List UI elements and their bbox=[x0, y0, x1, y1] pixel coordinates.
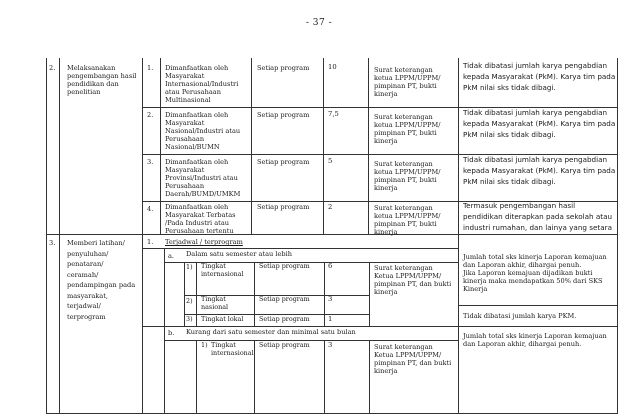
line-number: 2) bbox=[186, 297, 193, 305]
line-number: 1) bbox=[201, 341, 208, 349]
item-title: Terjadwal / terprogram bbox=[165, 238, 243, 246]
evaluation-table bbox=[46, 58, 618, 413]
item-number: 1. bbox=[147, 238, 154, 246]
evidence-cell: Surat keterangan ketua LPPM/UPPM/ pimpinan PT, bukti kinerja bbox=[374, 113, 441, 146]
page-number: - 37 - bbox=[305, 18, 333, 28]
unit-cell: Setiap program bbox=[259, 262, 310, 270]
unit-cell: Setiap program bbox=[257, 111, 310, 119]
row-number: 3. bbox=[49, 239, 56, 247]
item-number: 1. bbox=[147, 64, 154, 72]
remark-cell: Jumlah total sks kinerja Laporan kemajuan dan Laporan akhir, dihargai penuh. Jika Laporan kemajuan dijadikan bukti kinerja maka mendapatkan 50% dari SKS Kinerja bbox=[463, 253, 607, 294]
credit-value: 1 bbox=[328, 315, 333, 323]
item-description: Dimanfaatkan oleh Masyarakat Nasional/Industri atau Perusahaan Nasional/BUMN bbox=[165, 111, 241, 152]
item-number: 3. bbox=[147, 158, 154, 166]
credit-value: 6 bbox=[328, 262, 333, 270]
sub-title: Kurang dari satu semester dan minimal satu bulan bbox=[186, 328, 356, 336]
item-description: Dimanfaatkan oleh Masyarakat Terbatas /Pada Industri atau Perusahaan tertentu bbox=[165, 203, 236, 236]
credit-value: 10 bbox=[328, 63, 337, 71]
remark-cell: Jumlah total sks kinerja Laporan kemajuan dan Laporan akhir, dihargai penuh. bbox=[463, 332, 607, 349]
item-number: 2. bbox=[147, 111, 154, 119]
item-description: Dimanfaatkan oleh Masyarakat Internasional/Industri atau Perusahaan Multinasional bbox=[165, 64, 239, 105]
credit-value: 3 bbox=[328, 341, 333, 349]
unit-cell: Setiap program bbox=[257, 203, 310, 211]
line-description: Tingkat lokal bbox=[201, 315, 244, 323]
remark-cell: Termasuk pengembangan hasil pendidikan diterapkan pada sekolah atau industri rumahan, dan lainya yang setara bbox=[463, 201, 613, 232]
evidence-cell: Surat keterangan Ketua LPPM/UPPM/ pimpinan PT, dan bukti kinerja bbox=[374, 343, 452, 376]
remark-cell: Tidak dibatasi jumlah karya pengabdian kepada Masyarakat (PkM). Karya tim pada PkM nilai sks tidak dibagi. bbox=[463, 61, 616, 92]
line-description: Tingkat nasional bbox=[201, 295, 229, 311]
line-description: Tingkat internasional bbox=[201, 262, 244, 278]
remark-cell: Tidak dibatasi jumlah karya pengabdian kepada Masyarakat (PkM). Karya tim pada PkM nilai sks tidak dibagi. bbox=[463, 108, 616, 139]
item-description: Dimanfaatkan oleh Masyarakat Provinsi/Industri atau Perusahaan Daerah/BUMD/UMKM bbox=[165, 158, 241, 199]
unit-cell: Setiap program bbox=[257, 158, 310, 166]
evidence-cell: Surat keterangan Ketua LPPM/UPPM/ pimpinan PT, dan bukti kinerja bbox=[374, 264, 452, 297]
evidence-cell: Surat keterangan ketua LPPM/UPPM/ pimpinan PT, bukti kinerja bbox=[374, 204, 441, 237]
sub-label: a. bbox=[168, 252, 175, 260]
row-number: 2. bbox=[49, 64, 56, 72]
unit-cell: Setiap program bbox=[257, 64, 310, 72]
activity-cell: Memberi latihan/ penyuluhan/ penataran/ ceramah/ pendampingan pada masyarakat, terjadwal/ terprogram bbox=[67, 239, 136, 321]
line-description: Tingkat internasional bbox=[211, 341, 254, 357]
activity-cell: Melaksanakan pengembangan hasil pendidikan dan penelitian bbox=[67, 64, 137, 97]
remark-cell: Tidak dibatasi jumlah karya PKM. bbox=[463, 312, 577, 320]
unit-cell: Setiap program bbox=[259, 315, 310, 323]
credit-value: 2 bbox=[328, 203, 333, 211]
credit-value: 3 bbox=[328, 295, 333, 303]
line-number: 3) bbox=[186, 315, 193, 323]
sub-title: Dalam satu semester atau lebih bbox=[186, 250, 292, 258]
credit-value: 5 bbox=[328, 157, 333, 165]
sub-label: b. bbox=[168, 329, 175, 337]
evidence-cell: Surat keterangan ketua LPPM/UPPM/ pimpinan PT, bukti kinerja bbox=[374, 160, 441, 193]
unit-cell: Setiap program bbox=[259, 341, 310, 349]
remark-cell: Tidak dibatasi jumlah karya pengabdian kepada Masyarakat (PkM). Karya tim pada PkM nilai sks tidak dibagi. bbox=[463, 155, 616, 186]
credit-value: 7,5 bbox=[328, 110, 339, 118]
item-number: 4. bbox=[147, 205, 154, 213]
line-number: 1) bbox=[186, 263, 193, 271]
evidence-cell: Surat keterangan ketua LPPM/UPPM/ pimpinan PT, bukti kinerja bbox=[374, 66, 441, 99]
unit-cell: Setiap program bbox=[259, 295, 310, 303]
